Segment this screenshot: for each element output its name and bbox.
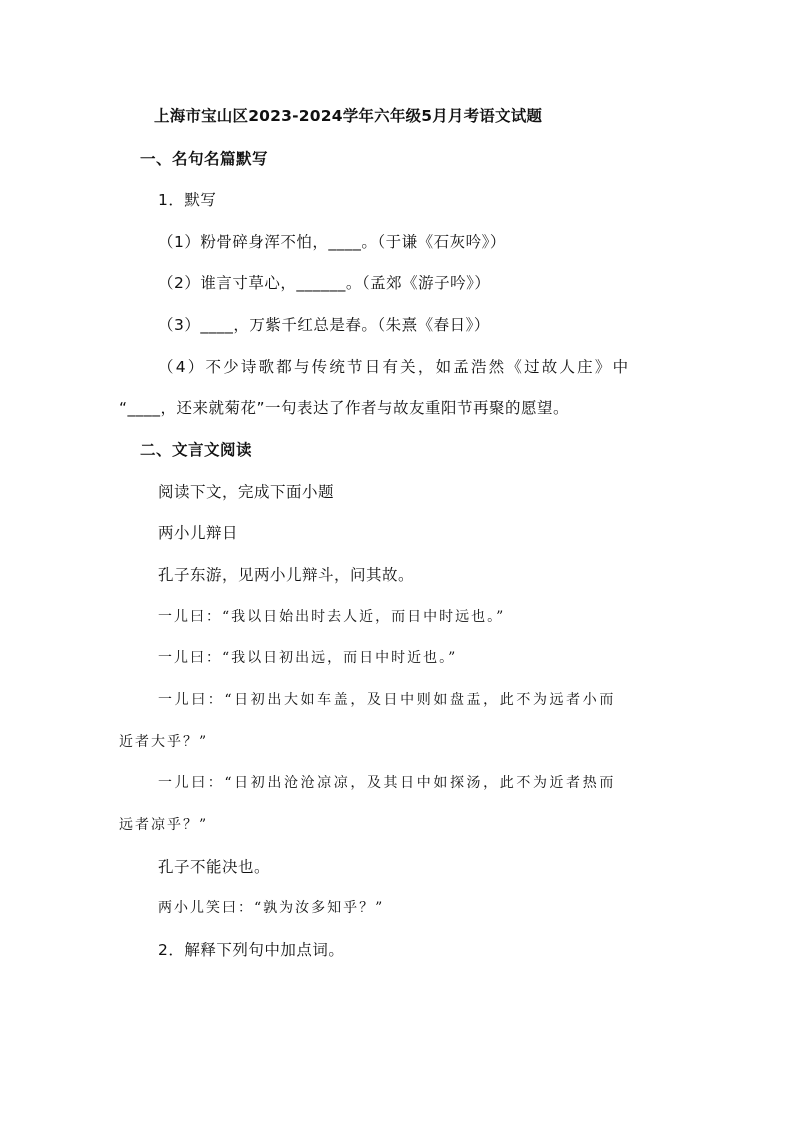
question-1-item-1: （1）粉骨碎身浑不怕，____。（于谦《石灰吟》） <box>158 233 506 251</box>
passage-paragraph-4-line-2: 近者大乎？” <box>119 734 209 750</box>
passage-paragraph-1: 孔子东游，见两小儿辩斗，问其故。 <box>158 566 415 584</box>
passage-paragraph-2: 一儿曰：“我以日始出时去人近，而日中时远也。” <box>158 609 506 625</box>
question-2-prompt: 2．解释下列句中加点词。 <box>158 941 345 959</box>
document-title: 上海市宝山区2023-2024学年六年级5月月考语文试题 <box>154 107 543 125</box>
section-1-heading: 一、名句名篇默写 <box>140 150 269 168</box>
question-1-item-4-line-2: “____，还来就菊花”一句表达了作者与故友重阳节再聚的愿望。 <box>119 399 570 417</box>
section-2-heading: 二、文言文阅读 <box>140 441 253 459</box>
passage-title: 两小儿辩日 <box>158 524 239 542</box>
question-1-item-4-line-1: （4）不少诗歌都与传统节日有关，如孟浩然《过故人庄》中 <box>158 358 631 376</box>
passage-paragraph-6: 孔子不能决也。 <box>158 858 271 876</box>
passage-paragraph-4-line-1: 一儿曰：“日初出大如车盖，及日中则如盘盂，此不为远者小而 <box>158 692 616 708</box>
question-1-item-2: （2）谁言寸草心，______。（孟郊《游子吟》） <box>158 274 491 292</box>
question-1-label: 1．默写 <box>158 191 217 209</box>
reading-instruction: 阅读下文，完成下面小题 <box>158 483 335 501</box>
passage-paragraph-5-line-1: 一儿曰：“日初出沧沧凉凉，及其日中如探汤，此不为近者热而 <box>158 775 616 791</box>
passage-paragraph-7: 两小儿笑曰：“孰为汝多知乎？” <box>158 900 385 916</box>
question-1-item-3: （3）____，万紫千红总是春。（朱熹《春日》） <box>158 316 490 334</box>
passage-paragraph-3: 一儿曰：“我以日初出远，而日中时近也。” <box>158 650 458 666</box>
passage-paragraph-5-line-2: 远者凉乎？” <box>119 817 209 833</box>
